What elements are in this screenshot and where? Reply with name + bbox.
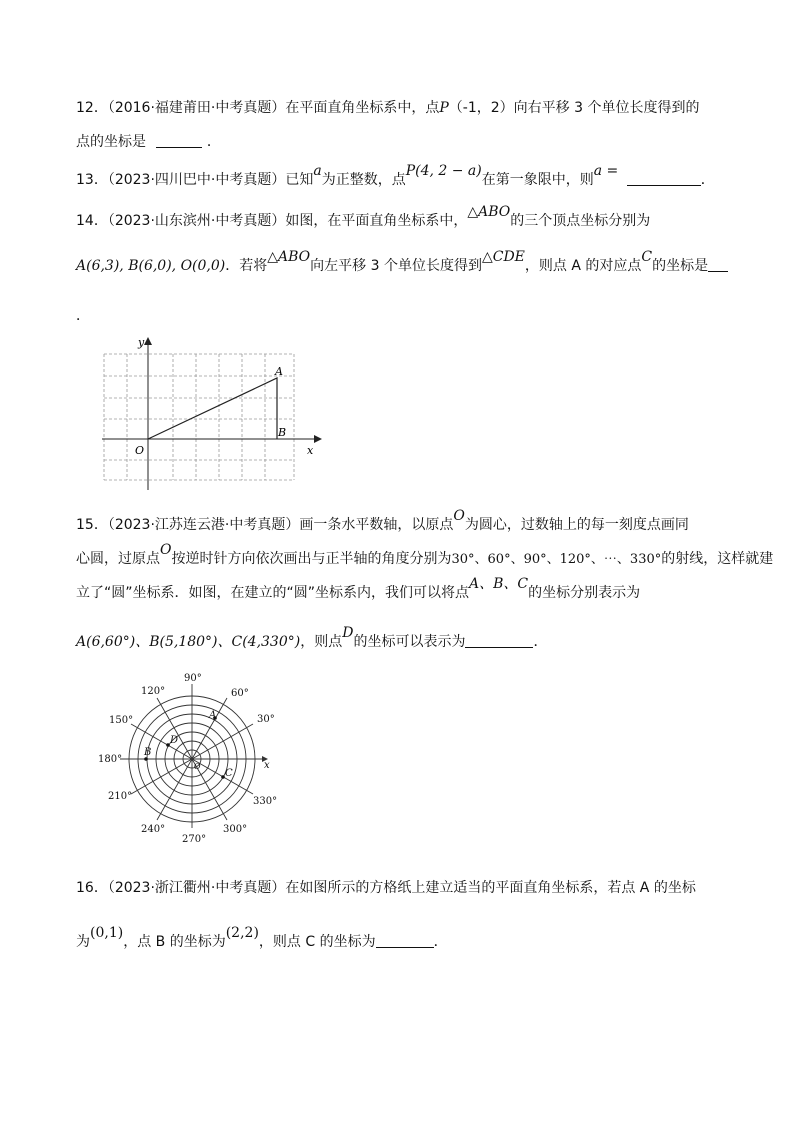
q14-b-label: B: [278, 426, 287, 439]
q14-figure: [98, 332, 324, 492]
q13-answer-blank[interactable]: [627, 171, 701, 186]
q15-text-b: 为圆心，过数轴上的每一刻度点画同: [464, 517, 689, 533]
q14-dot: ．: [76, 308, 90, 324]
q12-text-b: （-1，2）向右平移 3 个单位长度得到的: [448, 100, 700, 116]
q16-text-a: 为: [76, 934, 90, 950]
q15-text-e: 的射线，这样就建: [661, 551, 774, 567]
q12-text-c: 点的坐标是: [76, 134, 146, 150]
q16-b-coord: (2,2): [225, 925, 259, 941]
q15-line1: [76, 508, 689, 535]
q15-period: ．: [533, 634, 548, 650]
q14-a-label: A: [275, 365, 283, 378]
q15-line4: [76, 625, 548, 652]
q13-a-eq: a =: [593, 163, 619, 179]
q14-triangle-abo: [148, 378, 277, 439]
q15-text-f: 立了“圆”坐标系．如图，在建立的“圆”坐标系内，我们可以将点: [76, 585, 470, 601]
q14-y-arrow: [144, 337, 152, 345]
q13-text-b: 为正整数，点: [321, 172, 406, 188]
q14-text-f: 的坐标是: [652, 258, 709, 274]
q15-label-240: 240°: [141, 824, 166, 835]
q16-a-coord: (0,1): [90, 925, 124, 941]
q15-label-150: 150°: [109, 715, 134, 726]
q15-label-c: C: [225, 768, 233, 779]
q14-text-e: ，则点 A 的对应点: [524, 258, 642, 274]
q14-grid: [104, 354, 294, 480]
q15-coords: A(6,60°)、B(5,180°)、C(4,330°): [76, 634, 301, 650]
q14-answer-blank[interactable]: [708, 257, 728, 272]
q14-triangle: △ABO: [467, 204, 511, 220]
q15-angles: 30°、60°、90°、120°、⋯、330°: [451, 552, 662, 567]
q15-answer-blank[interactable]: [465, 633, 533, 648]
q15-points: A、B、C: [469, 576, 529, 592]
q13-point: P(4, 2 − a): [405, 163, 482, 179]
q16-line2: [76, 925, 448, 952]
q12-text-a: 12．（2016·福建莆田·中考真题）在平面直角坐标系中，点: [76, 100, 440, 116]
q16-text-b: ，点 B 的坐标为: [123, 934, 226, 950]
q14-text-a: 14．（2023·山东滨州·中考真题）如图，在平面直角坐标系中，: [76, 213, 468, 229]
q15-text-i: 的坐标可以表示为: [353, 634, 466, 650]
q14-x-label: x: [307, 444, 314, 457]
q14-triangle2: △ABO: [267, 249, 311, 265]
q15-text-h: ，则点: [300, 634, 343, 650]
q13-text-a: 13．（2023·四川巴中·中考真题）已知: [76, 172, 314, 188]
q15-text-a: 15．（2023·江苏连云港·中考真题）画一条水平数轴，以原点: [76, 517, 454, 533]
q13-period: ．: [700, 172, 715, 188]
q15-label-210: 210°: [108, 791, 133, 802]
q15-label-a: A: [209, 710, 217, 721]
q14-line1: [76, 204, 651, 231]
q15-text-d: 按逆时针方向依次画出与正半轴的角度分别为: [171, 551, 452, 567]
q14-o-label: O: [135, 444, 145, 457]
q14-cde: △CDE: [481, 249, 525, 265]
q15-point-d: D: [342, 625, 354, 641]
q15-label-o: O: [194, 762, 201, 771]
q12-answer-blank[interactable]: [156, 133, 202, 148]
q15-polar-figure: [96, 668, 286, 848]
q15-label-120: 120°: [141, 686, 166, 697]
q13-line: [76, 163, 715, 190]
q15-label-90: 90°: [184, 673, 202, 684]
q14-text-d: 向左平移 3 个单位长度得到: [310, 258, 482, 274]
q15-o1: O: [453, 508, 465, 524]
q15-x-label: x: [264, 760, 270, 771]
q16-answer-blank[interactable]: [376, 933, 434, 948]
q14-point-c: C: [641, 249, 653, 265]
q12-line2: [76, 132, 221, 152]
q14-text-b: 的三个顶点坐标分别为: [510, 213, 651, 229]
q15-label-330: 330°: [253, 796, 278, 807]
q12-point-p: P: [439, 100, 449, 116]
q16-period: ．: [433, 934, 448, 950]
q15-label-30: 30°: [257, 714, 275, 725]
q15-text-g: 的坐标分别表示为: [528, 585, 641, 601]
q15-label-60: 60°: [231, 688, 249, 699]
q14-y-label: y: [138, 336, 145, 349]
q14-text-c: ．若将: [225, 258, 268, 274]
q16-line1: 16．（2023·浙江衢州·中考真题）在如图所示的方格纸上建立适当的平面直角坐标系，若点 A 的坐标: [76, 880, 696, 896]
q13-text-c: 在第一象限中，则: [481, 172, 594, 188]
q15-label-300: 300°: [223, 824, 248, 835]
q15-line2: [76, 542, 774, 570]
q15-line3: [76, 576, 641, 603]
q12-period: ．: [206, 134, 221, 150]
q12-line1: [76, 98, 699, 118]
q14-line2: [76, 249, 728, 276]
q15-label-180: 180°: [98, 754, 123, 765]
q15-label-b: B: [144, 747, 152, 758]
q14-x-arrow: [314, 435, 322, 443]
q15-text-c: 心圆，过原点: [76, 551, 160, 567]
q15-o2: O: [160, 542, 172, 558]
q13-var-a: a: [313, 163, 322, 179]
q15-label-270: 270°: [182, 834, 207, 845]
q14-coords: A(6,3), B(6,0), O(0,0): [76, 258, 226, 274]
q15-label-d: D: [170, 735, 179, 746]
q16-text-c: ，则点 C 的坐标为: [258, 934, 376, 950]
